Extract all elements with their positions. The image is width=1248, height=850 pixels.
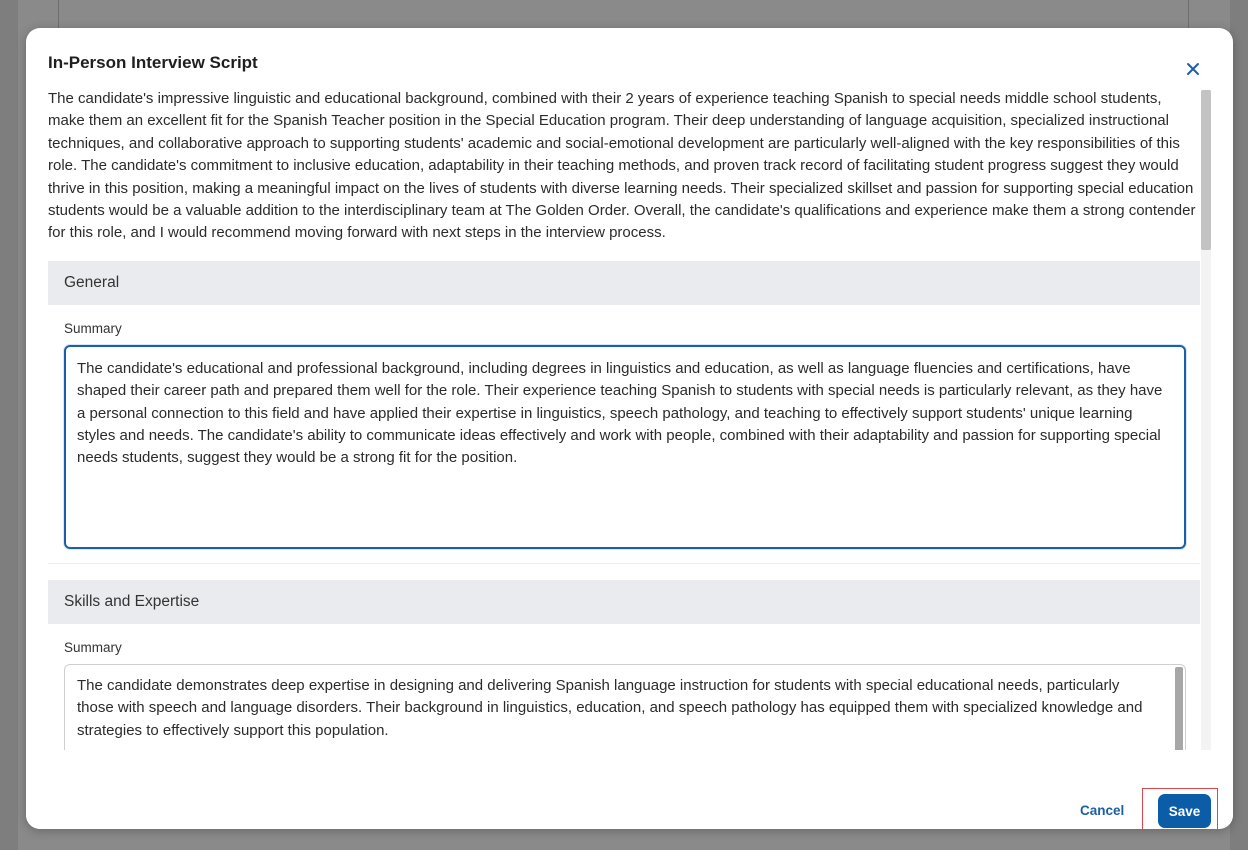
summary-label: Summary	[64, 320, 122, 336]
skills-summary-text: The candidate demonstrates deep expertise in designing and delivering Spanish language instruction for students with special educational needs, particularly those with speech and language disorders. Their background in linguistics, education, and speech pathology has equipped them with specialized knowledge and strategies to effectively support this population.	[77, 676, 1143, 739]
modal-scrollbar[interactable]	[1201, 90, 1211, 750]
save-button[interactable]: Save	[1158, 794, 1211, 828]
modal-scrollbar-thumb[interactable]	[1201, 90, 1211, 250]
section-general	[48, 261, 1200, 564]
skills-summary-textarea[interactable]	[64, 664, 1186, 750]
section-body	[48, 305, 1200, 564]
close-icon	[1182, 58, 1204, 80]
summary-label: Summary	[64, 639, 122, 655]
section-header: Skills and Expertise	[48, 580, 1200, 624]
cancel-button[interactable]: Cancel	[1080, 803, 1125, 818]
background-divider	[58, 0, 59, 30]
interview-script-modal	[26, 28, 1233, 829]
section-body	[48, 624, 1200, 750]
modal-scroll-content[interactable]	[48, 88, 1200, 750]
modal-title: In-Person Interview Script	[48, 53, 258, 72]
general-summary-textarea[interactable]: The candidate's educational and professional background, including degrees in linguistics and education, as well as language fluencies and certifications, have shaped their career path and prepared them well for the role. Their experience teaching Spanish to students with special needs is particularly relevant, as they have a personal connection to this field and have applied their expertise in linguistics, speech pathology, and teaching to effectively support students' unique learning styles and needs. The candidate's ability to communicate ideas effectively and work with people, combined with their adaptability and passion for supporting special needs students, suggest they would be a strong fit for the position.	[64, 345, 1186, 549]
intro-paragraph: The candidate's impressive linguistic and educational background, combined with their 2 years of experience teaching Spanish to special needs middle school students, make them an excellent fit for the Spanish Teacher position in the Special Education program. Their deep understanding of language acquisition, specialized instructional techniques, and collaborative approach to supporting students' academic and social-emotional development are particularly well-aligned with the key responsibilities of this role. The candidate's commitment to inclusive education, adaptability in their teaching methods, and proven track record of facilitating student progress suggest they would thrive in this position, making a meaningful impact on the lives of students with diverse learning needs. Their specialized skillset and passion for supporting special education students would be a valuable addition to the interdisciplinary team at The Golden Order. Overall, the candidate's qualifications and experience make them a strong contender for this role, and I would recommend moving forward with next steps in the interview process.	[48, 90, 1196, 242]
modal-footer	[26, 750, 1233, 829]
background-divider	[1188, 0, 1189, 30]
close-button[interactable]	[1182, 58, 1204, 80]
section-header: General	[48, 261, 1200, 305]
textarea-scrollbar[interactable]	[1175, 667, 1183, 750]
section-skills-and-expertise	[48, 580, 1200, 750]
